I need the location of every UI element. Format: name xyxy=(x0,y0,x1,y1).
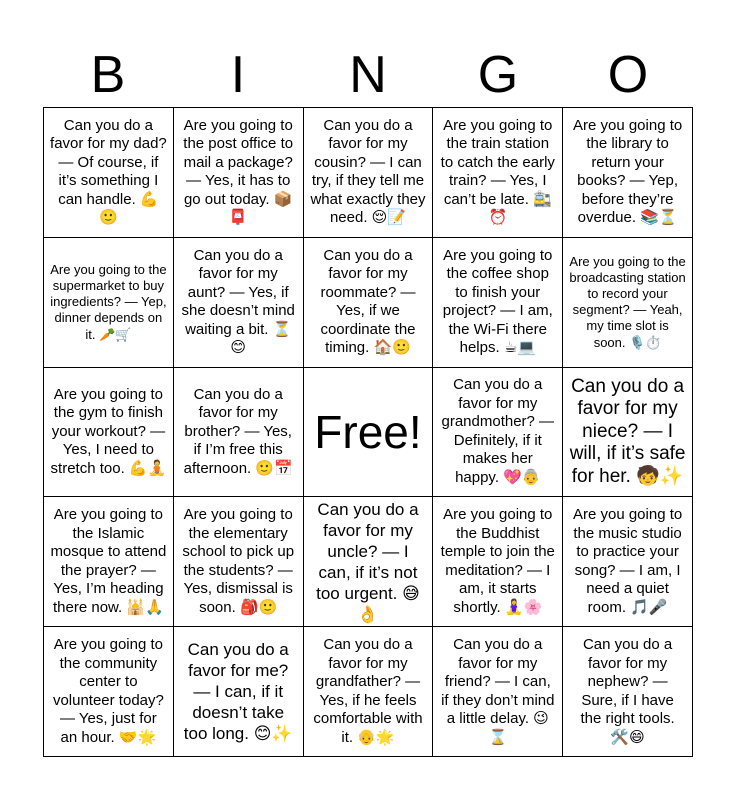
cell-text: Can you do a favor for my roommate? — Yes, if we coordinate the timing. 🏠🙂 xyxy=(320,246,416,357)
bingo-cell[interactable] xyxy=(433,368,563,498)
bingo-cell[interactable] xyxy=(563,238,693,368)
cell-text: Are you going to the library to return your books? — Yep, before they’re overdue. 📚⏳ xyxy=(572,116,683,227)
cell-text: Are you going to the post office to mail a package? — Yes, it has to go out today. 📦📮 xyxy=(183,116,294,227)
bingo-grid xyxy=(43,107,693,757)
free-space[interactable] xyxy=(304,368,434,498)
header-letter-g: G xyxy=(477,46,519,104)
bingo-cell[interactable] xyxy=(174,627,304,757)
cell-text: Can you do a favor for my cousin? — I can try, if they tell me what exactly they need. 😌📝 xyxy=(310,116,426,227)
cell-text: Are you going to the elementary school to pick up the students? — Yes, dismissal is soon. 🎒🙂 xyxy=(182,506,295,616)
bingo-cell[interactable] xyxy=(304,108,434,238)
cell-text: Are you going to the broadcasting station to record your segment? — Yeah, my time slot is soon. 🎙️⏱️ xyxy=(569,253,686,350)
bingo-cell[interactable] xyxy=(44,368,174,498)
bingo-cell[interactable] xyxy=(174,497,304,627)
bingo-cell[interactable] xyxy=(433,497,563,627)
header-letter-i: I xyxy=(230,46,246,104)
bingo-header xyxy=(43,44,693,106)
cell-text: Can you do a favor for me? — I can, if it doesn’t take too long. 😊✨ xyxy=(183,640,293,744)
bingo-cell[interactable] xyxy=(44,497,174,627)
bingo-cell[interactable] xyxy=(563,108,693,238)
cell-text: Can you do a favor for my uncle? — I can, if it’s not too urgent. 😅👌 xyxy=(316,499,420,624)
bingo-cell[interactable] xyxy=(174,238,304,368)
cell-text: Are you going to the music studio to practice your song? — I am, I need a quiet room. 🎵🎤 xyxy=(572,506,683,616)
bingo-cell[interactable] xyxy=(563,497,693,627)
free-space-label: Free! xyxy=(314,405,422,458)
cell-text: Can you do a favor for my dad? — Of course, if it’s something I can handle. 💪🙂 xyxy=(50,116,167,227)
header-letter-b: B xyxy=(90,46,126,104)
header-letter-n: N xyxy=(349,46,387,104)
cell-text: Are you going to the Islamic mosque to attend the prayer? — Yes, I’m heading there now. 🕌🙏 xyxy=(50,506,167,616)
cell-text: Are you going to the supermarket to buy ingredients? — Yep, dinner depends on it. 🥕🛒 xyxy=(50,261,167,342)
cell-text: Are you going to the coffee shop to finish your project? — I am, the Wi-Fi there helps. ☕💻 xyxy=(442,246,553,357)
cell-text: Are you going to the gym to finish your workout? — Yes, I need to stretch too. 💪🧘 xyxy=(50,385,167,477)
cell-text: Can you do a favor for my grandmother? — Definitely, if it makes her happy. 💖👵 xyxy=(441,376,555,486)
bingo-cell[interactable] xyxy=(433,627,563,757)
bingo-cell[interactable] xyxy=(563,368,693,498)
bingo-cell[interactable] xyxy=(44,238,174,368)
cell-text: Can you do a favor for my friend? — I can, if they don’t mind a little delay. 😉⌛ xyxy=(441,636,555,746)
cell-text: Are you going to the community center to volunteer today? — Yes, just for an hour. 🤝🌟 xyxy=(52,636,164,746)
bingo-cell[interactable] xyxy=(433,238,563,368)
bingo-cell[interactable] xyxy=(304,627,434,757)
bingo-cell[interactable] xyxy=(174,108,304,238)
bingo-cell[interactable] xyxy=(563,627,693,757)
cell-text: Can you do a favor for my grandfather? — Yes, if he feels comfortable with it. 👴🌟 xyxy=(313,636,423,746)
bingo-cell[interactable] xyxy=(44,108,174,238)
bingo-cell[interactable] xyxy=(433,108,563,238)
bingo-cell[interactable] xyxy=(304,497,434,627)
cell-text: Can you do a favor for my nephew? — Sure, if I have the right tools. 🛠️😄 xyxy=(580,636,675,746)
bingo-cell[interactable] xyxy=(174,368,304,498)
header-letter-o: O xyxy=(607,46,649,104)
cell-text: Can you do a favor for my niece? — I will, if it’s safe for her. 🧒✨ xyxy=(569,375,686,487)
cell-text: Are you going to the Buddhist temple to join the meditation? — I am, it starts shortly. 🧘‍♀️🌸 xyxy=(440,506,555,616)
bingo-cell[interactable] xyxy=(44,627,174,757)
cell-text: Can you do a favor for my aunt? — Yes, if she doesn’t mind waiting a bit. ⏳😊 xyxy=(181,246,295,357)
bingo-cell[interactable] xyxy=(304,238,434,368)
cell-text: Are you going to the train station to catch the early train? — Yes, I can’t be late. 🚉⏰ xyxy=(440,116,555,227)
cell-text: Can you do a favor for my brother? — Yes, if I’m free this afternoon. 🙂📅 xyxy=(183,385,293,477)
